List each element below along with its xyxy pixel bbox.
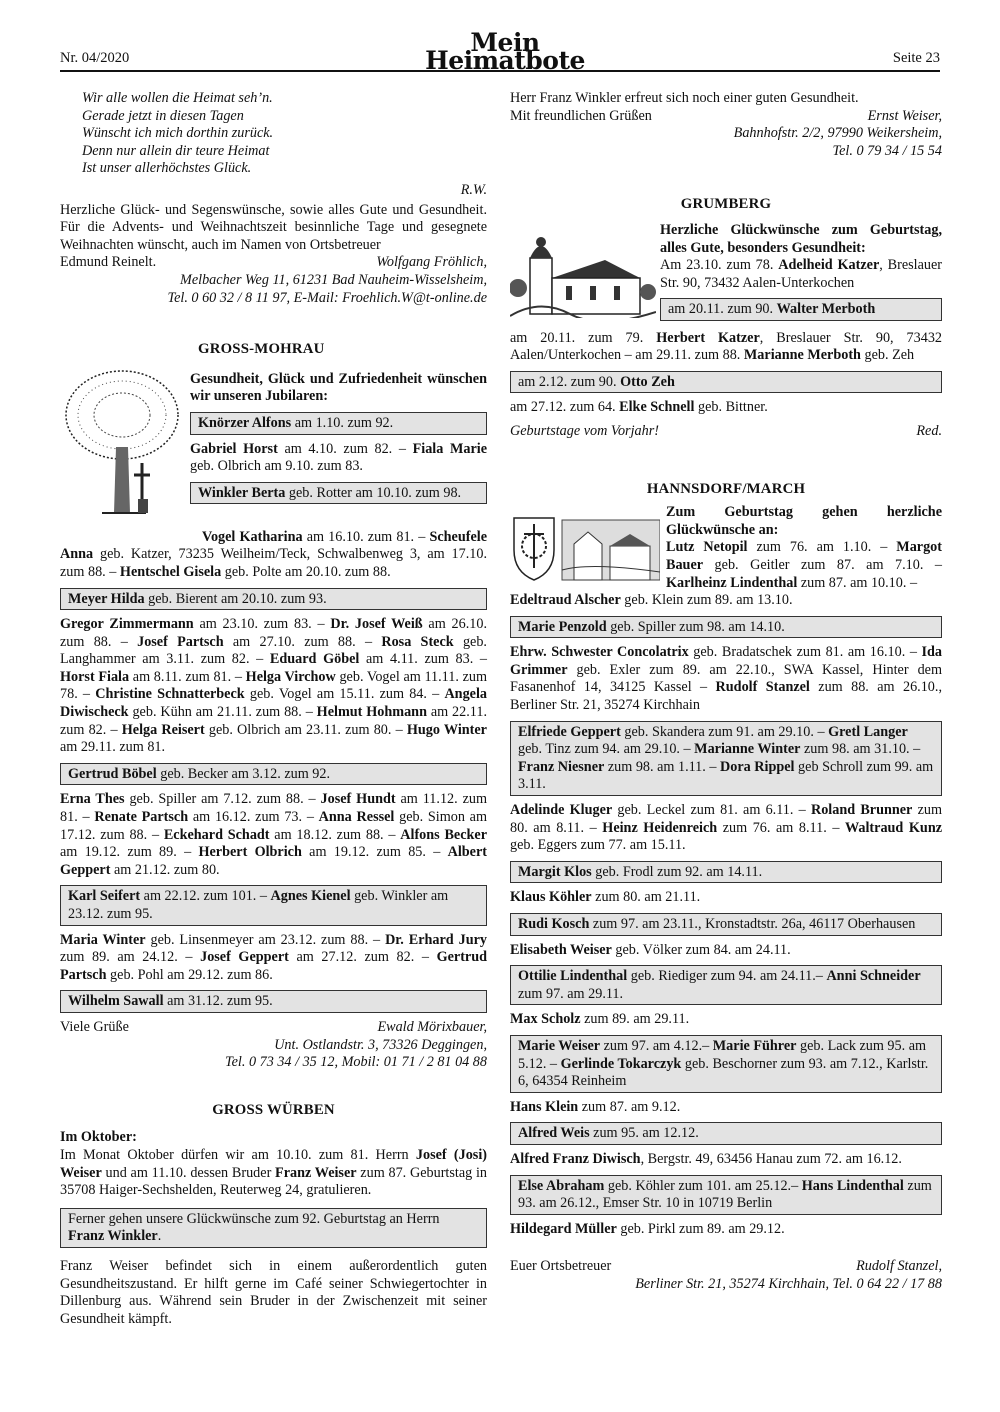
- hannsdorf-image: [510, 504, 666, 588]
- jubilar-box: Else Abraham geb. Köhler zum 101. am 25.12.– Hans Lindenthal zum 93. am 26.12., Emser Str. 10 in 10719 Berlin: [510, 1175, 942, 1215]
- hannsdorf-head-text: [666, 504, 942, 592]
- goodbye-text: Euer Ortsbetreuer: [510, 1258, 612, 1275]
- jubilar-text: Erna Thes geb. Spiller am 7.12. zum 88. – Josef Hundt am 11.12. zum 81. – Renate Partsch am 16.12. zum 73. – Anna Ressel geb. Simon am 17.12. zum 88. – Eckehard Schadt am 18.12. zum 88. – Alfons Becker am 19.12. zum 89. – Herbert Olbrich am 19.12. zum 85. – Albert Geppert am 21.12. zum 80.: [60, 791, 488, 878]
- header-rule: [60, 70, 940, 72]
- contact: Tel. 0 73 34 / 35 12, Mobil: 01 71 / 2 81 04 88: [225, 1054, 487, 1071]
- page-number: Seite 23: [892, 50, 940, 66]
- poem-line: Wünscht ich mich dorthin zurück.: [82, 125, 274, 142]
- greeting-text: Mit freundlichen Grüßen: [510, 107, 652, 124]
- address: Bahnhofstr. 2/2, 97990 Weikersheim,: [733, 125, 942, 142]
- jubilar-text: Gregor Zimmermann am 23.10. zum 83. – Dr. Josef Weiß am 26.10. zum 88. – Josef Partsch am 27.10. zum 88. – Rosa Steck geb. Langhammer am 3.11. zum 82. – Eduard Göbel am 4.11. zum 83. – Horst Fiala am 8.11. zum 81. – Helga Virchow geb. Vogel am 11.11. zum 78. – Christine Schnatterbeck geb. Vogel am 15.11. zum 84. – Angela Diwischeck geb. Kühn am 21.11. zum 88. – Helmut Hohmann am 22.11. zum 82. – Helga Reisert geb. Olbrich am 23.11. zum 80. – Hugo Winter am 29.11. zum 81.: [60, 616, 487, 756]
- poem-line: Gerade jetzt in diesen Tagen: [82, 107, 244, 124]
- jubilar-box: Meyer Hilda geb. Bierent am 20.10. zum 93.: [60, 588, 487, 611]
- grumberg-head-text: [660, 222, 942, 321]
- jubilar-text: Maria Winter geb. Linsenmeyer am 23.12. zum 88. – Dr. Erhard Jury zum 89. am 24.12. – Josef Geppert am 27.12. zum 82. – Gertrud Partsch geb. Pohl am 29.12. zum 86.: [60, 931, 488, 983]
- poem-line: Denn nur allein dir teure Heimat: [82, 142, 270, 159]
- address: Berliner Str. 21, 35274 Kirchhain, Tel. 0 64 22 / 17 88: [635, 1275, 942, 1292]
- left-column: [60, 90, 487, 1328]
- contact: Tel. 0 79 34 / 15 54: [832, 142, 942, 159]
- section-title-gross-mohrau: GROSS-MOHRAU: [198, 341, 325, 358]
- intro-name: Edmund Reinelt.: [60, 254, 157, 271]
- jubilar-box: Elfriede Geppert geb. Skandera zum 91. am 29.10. – Gretl Langer geb. Tinz zum 94. am 29.10. – Marianne Winter zum 98. am 31.10. – Franz Niesner zum 98. am 1.11. – Dora Rippel geb Schroll zum 99. am 3.11.: [510, 721, 942, 796]
- jubilar-box: Karl Seifert am 22.12. zum 101. – Agnes Kienel geb. Winkler am 23.12. zum 95.: [60, 885, 487, 925]
- highlight-box: Ferner gehen unsere Glückwünsche zum 92. Geburtstag an Herrn Franz Winkler.: [60, 1208, 487, 1248]
- jubilar-text: Edeltraud Alscher geb. Klein zum 89. am 13.10.: [510, 592, 793, 609]
- jubilar-box: Margit Klos geb. Frodl zum 92. am 14.11.: [510, 861, 942, 884]
- note-text: Geburtstage vom Vorjahr!: [510, 422, 659, 439]
- gross-mohrau-lead: Gesundheit, Glück und Zufriedenheit wünschen wir unseren Jubilaren:: [190, 370, 487, 405]
- jubilar-box: Marie Weiser zum 97. am 4.12.– Marie Führer geb. Lack zum 95. am 5.12. – Gerlinde Tokarczyk geb. Beschorner zum 93. am 7.12., Karlstr. 6, 64354 Reinheim: [510, 1035, 942, 1093]
- hannsdorf-header: [510, 504, 942, 592]
- gw-continued: Herr Franz Winkler erfreut sich noch einer guten Gesundheit.: [510, 90, 859, 106]
- goodbye-text: Viele Grüße: [60, 1018, 129, 1035]
- coat-of-arms-icon: [510, 510, 660, 582]
- jubilar-text: Hans Klein zum 87. am 9.12.: [510, 1098, 681, 1115]
- address: Unt. Ostlandstr. 3, 73326 Deggingen,: [274, 1036, 487, 1053]
- gross-mohrau-head-text: [190, 341, 487, 504]
- intro-paragraph: Herzliche Glück- und Segenswünsche, sowie alles Gute und Gesundheit. Für die Advents- und Weihnachtszeit besinnliche Tage und gesegnete Weihnachten wünscht, auch im Namen von Ortsbetreuer: [60, 201, 487, 253]
- jubilar-box: Winkler Berta geb. Rotter am 10.10. zum 98.: [190, 482, 487, 505]
- gw-signoff: [510, 108, 942, 126]
- grumberg-note: [510, 423, 942, 441]
- hannsdorf-lead: Zum Geburtstag gehen herzliche Glückwünsche an:: [666, 504, 942, 538]
- jubilar-text: am 20.11. zum 79. Herbert Katzer, Breslauer Str. 90, 73432 Aalen/Unterkochen – am 29.11. zum 88. Marianne Merboth geb. Zeh: [510, 329, 943, 364]
- jubilar-text: Alfred Franz Diwisch, Bergstr. 49, 63456 Hanau zum 72. am 16.12.: [510, 1150, 902, 1167]
- jubilar-box: Ottilie Lindenthal geb. Riediger zum 94. am 24.11.– Anni Schneider zum 97. am 29.11.: [510, 965, 942, 1005]
- tree-icon: [60, 367, 184, 517]
- church-image: [510, 222, 660, 324]
- intro-address: Melbacher Weg 11, 61231 Bad Nauheim-Wisselsheim,: [180, 271, 487, 288]
- hannsdorf-signoff: [510, 1258, 942, 1276]
- editor-mark: Red.: [916, 422, 942, 439]
- gross-mohrau-header: [60, 341, 487, 523]
- jubilar-text: Max Scholz zum 89. am 29.11.: [510, 1011, 690, 1028]
- section-title-gross-wuerben: GROSS WÜRBEN: [212, 1101, 335, 1118]
- jubilar-text: Ehrw. Schwester Concolatrix geb. Bradatschek zum 81. am 16.10. – Ida Grimmer geb. Exler zum 89. am 22.10., SWA Kassel, Hinter dem Fasanenhof 14, 34125 Kassel – Rudolf Stanzel zum 88. am 26.10., Berliner Str. 21, 35274 Kirchhain: [510, 644, 942, 714]
- gross-wuerben-text: Im Monat Oktober dürfen wir am 10.10. zum 81. Herrn Josef (Josi) Weiser und am 11.10. dessen Bruder Franz Weiser zum 87. Geburtstag in 35708 Haiger-Sechshelden, Reuterweg 24, gratulieren.: [60, 1146, 487, 1199]
- tree-image: [60, 341, 190, 523]
- jubilar-text: Adelinde Kluger geb. Leckel zum 81. am 6.11. – Roland Brunner zum 80. am 8.11. – Heinz Heidenreich zum 76. am 8.11. – Waltraud Kunz geb. Eggers zum 77. am 15.11.: [510, 802, 943, 854]
- jubilar-text: Elisabeth Weiser geb. Völker zum 84. am 24.11.: [510, 941, 791, 958]
- poem-signature: R.W.: [460, 181, 487, 198]
- jubilar-box: Knörzer Alfons am 1.10. zum 92.: [190, 412, 487, 435]
- jubilar-text: Lutz Netopil zum 76. am 1.10. – Margot Bauer geb. Geitler zum 87. am 7.10. – Karlheinz Lindenthal zum 87. am 10.10. –: [666, 539, 942, 591]
- jubilar-box: Marie Penzold geb. Spiller zum 98. am 14.10.: [510, 616, 942, 639]
- poem: [60, 90, 487, 178]
- intro-contact: Tel. 0 60 32 / 8 11 97, E-Mail: Froehlich.W@t-online.de: [167, 289, 487, 306]
- jubilar-box: am 2.12. zum 90. Otto Zeh: [510, 371, 942, 394]
- jubilar-box: Gertrud Böbel geb. Becker am 3.12. zum 92.: [60, 763, 487, 786]
- poem-line: Wir alle wollen die Heimat seh’n.: [82, 90, 273, 106]
- signature: Ewald Mörixbauer,: [377, 1018, 487, 1035]
- gross-mohrau-signoff: [60, 1019, 487, 1037]
- right-column: [510, 90, 942, 1294]
- signature: Ernst Weiser,: [867, 107, 942, 124]
- jubilar-box: Wilhelm Sawall am 31.12. zum 95.: [60, 990, 487, 1013]
- jubilar-text: Am 23.10. zum 78. Adelheid Katzer, Breslauer Str. 90, 73432 Aalen-Unterkochen: [660, 257, 942, 291]
- gross-wuerben-health: Franz Weiser befindet sich in einem außerordentlich guten Gesundheitszustand. Er hilft gerne im Café seiner Schwiegertochter in Dillenburg aus. Während sein Bruder in der Zwischenzeit mit seiner Gesundheit kämpft.: [60, 1257, 487, 1327]
- gross-wuerben-subtitle: Im Oktober:: [60, 1129, 137, 1146]
- jubilar-box: Alfred Weis zum 95. am 12.12.: [510, 1122, 942, 1145]
- jubilar-text: am 27.12. zum 64. Elke Schnell geb. Bittner.: [510, 399, 768, 416]
- section-title-hannsdorf-march: HANNSDORF/MARCH: [646, 480, 806, 497]
- issue-number: Nr. 04/2020: [60, 50, 130, 66]
- grumberg-lead: Herzliche Glückwünsche zum Geburtstag, alles Gute, besonders Gesundheit:: [660, 221, 942, 256]
- jubilar-text: Hildegard Müller geb. Pirkl zum 89. am 29.12.: [510, 1220, 785, 1237]
- jubilar-box: am 20.11. zum 90. Walter Merboth: [660, 298, 942, 321]
- section-title-grumberg: GRUMBERG: [680, 196, 772, 213]
- jubilar-text: Gabriel Horst am 4.10. zum 82. – Fiala Marie geb. Olbrich am 9.10. zum 83.: [190, 440, 488, 475]
- masthead-logo: Mein Heimatbote: [425, 28, 585, 75]
- church-icon: [510, 228, 656, 318]
- jubilar-text: Vogel Katharina am 16.10. zum 81. – Scheufele Anna geb. Katzer, 73235 Weilheim/Teck, Schwalbenweg 3, am 17.10. zum 88. – Hentschel Gisela geb. Polte am 20.10. zum 88.: [60, 528, 487, 580]
- jubilar-box: Rudi Kosch zum 97. am 23.11., Kronstadtstr. 26a, 46117 Oberhausen: [510, 913, 942, 936]
- poem-line: Ist unser allerhöchstes Glück.: [82, 160, 252, 177]
- signature: Rudolf Stanzel,: [856, 1258, 942, 1275]
- intro-signature: Wolfgang Fröhlich,: [376, 254, 487, 271]
- intro-name-line: [60, 254, 487, 272]
- grumberg-header: [510, 222, 942, 324]
- jubilar-text: Klaus Köhler zum 80. am 21.11.: [510, 889, 701, 906]
